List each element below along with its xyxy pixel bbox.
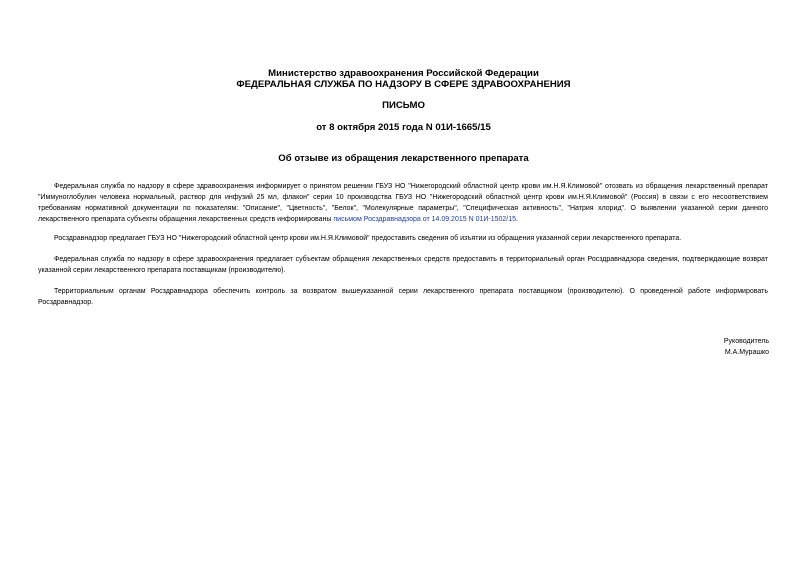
paragraph-1-text: Федеральная служба по надзору в сфере здравоохранения информирует о принятом решении ГБУЗ НО "Нижегородский областной центр крови им.Н.Я.Климовой" отозвать из обращения лекарственный препарат "Иммуноглобулин человека нормальный, раствор для инфузий 25 мл, флакон" серии 10 производства ГБУЗ НО "Нижегородский областной центр крови им.Н.Я.Климовой" (Россия) в связи с его несоответствием требованиям нормативной документации по показателям: "Описание", "Цветность", "Белок", "Молекулярные параметры", "Специфическая активность", "Натрия хлорид". О выявлении указанной серии данного лекарственного препарата субъекты обращения лекарственных средств информированы	[38, 183, 768, 223]
document-subject: Об отзыве из обращения лекарственного препарата	[278, 153, 529, 164]
signatory-role: Руководитель	[723, 338, 769, 345]
service-name: ФЕДЕРАЛЬНАЯ СЛУЖБА ПО НАДЗОРУ В СФЕРЕ ЗДРАВООХРАНЕНИЯ	[236, 79, 571, 90]
paragraph-1-end: .	[516, 216, 518, 223]
document-date-number: от 8 октября 2015 года N 01И-1665/15	[316, 122, 491, 133]
reference-letter-link[interactable]: письмом Росздравнадзора от 14.09.2015 N 01И-1502/15	[333, 216, 517, 223]
signatory-name: М.А.Мурашко	[724, 349, 769, 356]
document-type: ПИСЬМО	[382, 100, 425, 111]
paragraph-2: Росздравнадзор предлагает ГБУЗ НО "Нижегородский областной центр крови им.Н.Я.Климовой" предоставить сведения об изъятии из обращения указанной серии лекарственного препарата.	[54, 235, 682, 242]
paragraph-1	[38, 181, 768, 225]
paragraph-3: Федеральная служба по надзору в сфере здравоохранения предлагает субъектам обращения лекарственных средств предоставить в территориальный орган Росздравнадзора сведения, подтверждающие возврат указанной серии лекарственного препарата поставщикам (производителю).	[38, 256, 768, 274]
paragraph-4: Территориальным органам Росздравнадзора обеспечить контроль за возвратом вышеуказанной серии лекарственного препарата поставщиком (производителю). О проведенной работе информировать Росздравнадзор.	[38, 288, 768, 306]
ministry-name: Министерство здравоохранения Российской Федерации	[268, 68, 539, 79]
